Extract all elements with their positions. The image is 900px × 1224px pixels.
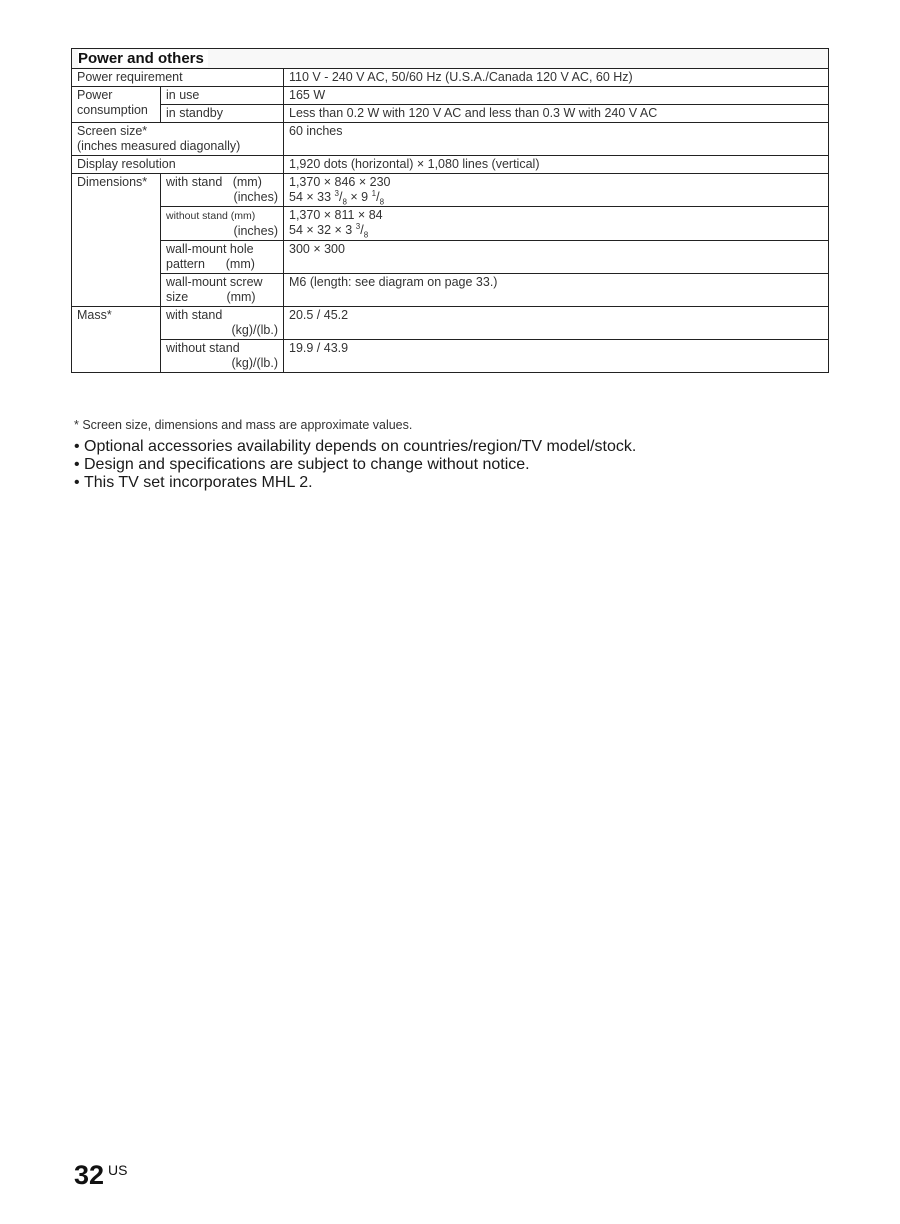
table-row <box>72 156 829 174</box>
standby-label: in standby <box>161 105 284 123</box>
dimensions-label: Dimensions* <box>72 174 161 307</box>
dim-with-stand-value: 1,370 × 846 × 230 54 × 33 $^3/_8 \times 9$ $^1/_8$ <box>284 174 829 207</box>
table-row <box>72 105 829 123</box>
list-item: • Design and specifications are subject to change without notice. <box>74 456 530 473</box>
standby-value: Less than 0.2 W with 120 V AC and less than 0.3 W with 240 V AC <box>284 105 829 123</box>
table-row <box>72 174 829 207</box>
display-resolution-label: Display resolution <box>72 156 284 174</box>
power-consumption-label: Power consumption <box>72 87 161 123</box>
table-row <box>72 241 829 274</box>
notes-list <box>74 438 636 492</box>
wall-mount-hole-label: wall-mount hole pattern (mm) <box>161 241 284 274</box>
dim-without-stand-label: without stand (mm) (inches) <box>161 207 284 241</box>
bullet-icon: • <box>74 474 80 491</box>
section-header: Power and others <box>72 49 829 69</box>
wall-mount-hole-value: 300 × 300 <box>284 241 829 274</box>
dim-without-stand-value: 1,370 × 811 × 84 54 × 32 × 3 $^3/_8$ <box>284 207 829 241</box>
table-row <box>72 307 829 340</box>
mass-label: Mass* <box>72 307 161 373</box>
mass-without-stand-label: without stand (kg)/(lb.) <box>161 340 284 373</box>
screen-size-label: Screen size* (inches measured diagonally) <box>72 123 284 156</box>
table-row <box>72 123 829 156</box>
mass-without-stand-value: 19.9 / 43.9 <box>284 340 829 373</box>
table-row <box>72 207 829 241</box>
mass-with-stand-label: with stand (kg)/(lb.) <box>161 307 284 340</box>
table-row <box>72 69 829 87</box>
wall-mount-screw-label: wall-mount screw size (mm) <box>161 274 284 307</box>
in-use-value: 165 W <box>284 87 829 105</box>
dim-with-stand-label: with stand (mm) (inches) <box>161 174 284 207</box>
power-requirement-label: Power requirement <box>72 69 284 87</box>
table-row <box>72 274 829 307</box>
bullet-icon: • <box>74 456 80 473</box>
list-item: • This TV set incorporates MHL 2. <box>74 474 313 491</box>
power-requirement-value: 110 V - 240 V AC, 50/60 Hz (U.S.A./Canada 120 V AC, 60 Hz) <box>284 69 829 87</box>
bullet-icon: • <box>74 438 80 455</box>
screen-size-value: 60 inches <box>284 123 829 156</box>
list-item: • Optional accessories availability depends on countries/region/TV model/stock. <box>74 438 637 455</box>
page-number: 32 $^{US}$ <box>74 1160 128 1190</box>
in-use-label: in use <box>161 87 284 105</box>
table-row <box>72 87 829 105</box>
page-region-code: US <box>108 1162 128 1178</box>
table-row <box>72 340 829 373</box>
specifications-table <box>71 48 829 373</box>
display-resolution-value: 1,920 dots (horizontal) × 1,080 lines (vertical) <box>284 156 829 174</box>
mass-with-stand-value: 20.5 / 45.2 <box>284 307 829 340</box>
wall-mount-screw-value: M6 (length: see diagram on page 33.) <box>284 274 829 307</box>
footnote: * Screen size, dimensions and mass are approximate values. <box>74 418 413 432</box>
